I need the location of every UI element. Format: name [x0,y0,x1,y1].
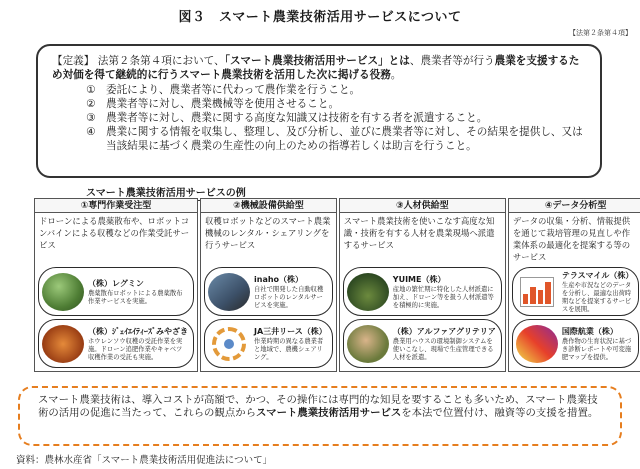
definition-intro-e: 。 [390,69,402,81]
examples-title: スマート農業技術活用サービスの例 [86,184,246,201]
greenhouse-worker-photo [347,325,389,363]
company-name: （株）アルファアグリテリア [392,326,496,336]
example-cards [340,265,505,371]
company-desc: 産地の繁忙期に特化した人材派遣に加え、ドローン等を扱う人材派遣等を積極的に実施。 [392,285,494,309]
example-card [343,319,502,368]
spraying-robot-photo [42,273,84,311]
example-cards [35,265,197,371]
summary-text-c: を本法で位置付け、融資等の支援を措置。 [401,407,599,420]
company-desc: 自社で開発した自動収穫ロボットのレンタルサービスを実施。 [254,285,324,309]
harvest-robot-photo [208,273,250,311]
definition-item: ④ 農業に関する情報を収集し、整理し、及び分析し、並びに農業者等に対し、その結果を提供し、又は当該結果に基づく農業の生産性の向上のための指導若しくは助言を行うこと。 [86,126,583,152]
example-cards [201,265,336,371]
company-name: 国際航業（株） [561,326,618,336]
definition-intro-c: 、農業者等が行う [409,55,495,67]
column-head: ③人材供給型 [340,199,505,213]
company-name: JA三井リース（株） [254,326,327,336]
definition-box [36,44,602,178]
column-staffing [339,198,506,372]
company-desc: 作業時期の異なる農業者と地域で、農機シェアリング。 [254,337,324,361]
company-name: YUIME（株） [392,274,446,284]
definition-item: ② 農業者等に対し、農業機械等を使用させること。 [86,98,340,110]
company-name: inaho（株） [254,274,304,284]
definition-item: ③ 農業者等に対し、農業に関する高度な知識又は技術を有する者を派遣すること。 [86,112,488,124]
definition-intro-a: 法第２条第４項において、 [97,55,225,67]
column-desc: データの収集・分析、情報提供を通じて栽培管理の見直しや作業体系の最適化を提案する等のサービス [512,216,631,262]
column-contract-work [34,198,198,372]
definition-items [86,83,588,153]
summary-box [18,386,622,446]
example-card [343,267,502,316]
example-card [38,267,194,316]
harvester-photo [42,325,84,363]
example-card [204,319,333,368]
growth-map-image [516,325,558,363]
staff-group-photo [347,273,389,311]
example-cards [509,265,640,371]
definition-label: 【定義】 [52,55,95,67]
company-desc: 生産や市況などのデータを分析し、最適な出荷時期などを提案するサービスを展開。 [561,281,632,313]
definition-term: 「スマート農業技術活用サービス」とは [224,55,410,67]
company-name: テラスマイル（株） [561,270,634,280]
column-desc: ドローンによる農薬散布や、ロボットコンバインによる収穫などの作業受託サービス [39,216,190,250]
company-desc: 農薬散布ロボットによる農薬散布作業サービスを実施。 [88,289,183,305]
company-desc: 農作物の生育状況に基づき診断レポートや可変施肥マップを提供。 [561,337,632,361]
company-desc: ホウレンソウ収穫の受託作業を実施。ドローン追肥作業やキャベツ収穫作業の受託も実施。 [88,337,183,361]
column-head: ①専門作業受注型 [35,199,197,213]
example-card [204,267,333,316]
definition-item: ① 委託により、農業者等に代わって農作業を行うこと。 [86,84,361,96]
analytics-chart-icon [516,273,558,311]
sharing-cycle-diagram [208,325,250,363]
summary-term: スマート農業技術活用サービス [256,407,402,420]
company-name: （株）レグミン [88,278,144,288]
column-data-analysis [508,198,640,372]
example-card [38,319,194,368]
example-card [512,319,639,368]
summary-text-a: スマート農業技術は、導入コストが高額で、かつ、その操作には専門的な知見を要することも多いため、スマート農業技術の活用の促進に当たって、これらの観点から [38,394,598,420]
column-desc: 収穫ロボットなどのスマート農業機械のレンタル・シェアリングを行うサービス [205,216,331,250]
company-desc: 農業用ハウスの環境制御システムを使いこなし、現場で生産管理できる人材を派遣。 [392,337,494,361]
column-machine-supply [200,198,337,372]
column-head: ④データ分析型 [509,199,640,213]
column-head: ②機械設備供給型 [201,199,336,213]
definition-intro [52,54,588,82]
company-name: （株）ｼﾞｪｲｴｲﾃｨｰｽﾞみやざき [88,326,188,336]
figure-title: 図３ スマート農業技術活用サービスについて [178,10,462,25]
example-card [512,267,639,316]
source-note: 資料：農林水産省「スマート農業技術活用促進法について」 [16,455,273,466]
column-desc: スマート農業技術を使いこなす高度な知識・技術を有する人材を農業現場へ派遣するサービス [343,216,495,250]
law-reference-tag: 【法第２条第４項】 [569,29,632,37]
definition-core: 農業を支援するため対価を得て継続的に行うスマート農業技術を活用した次に掲げる役務 [52,55,580,81]
service-type-columns [34,198,634,372]
